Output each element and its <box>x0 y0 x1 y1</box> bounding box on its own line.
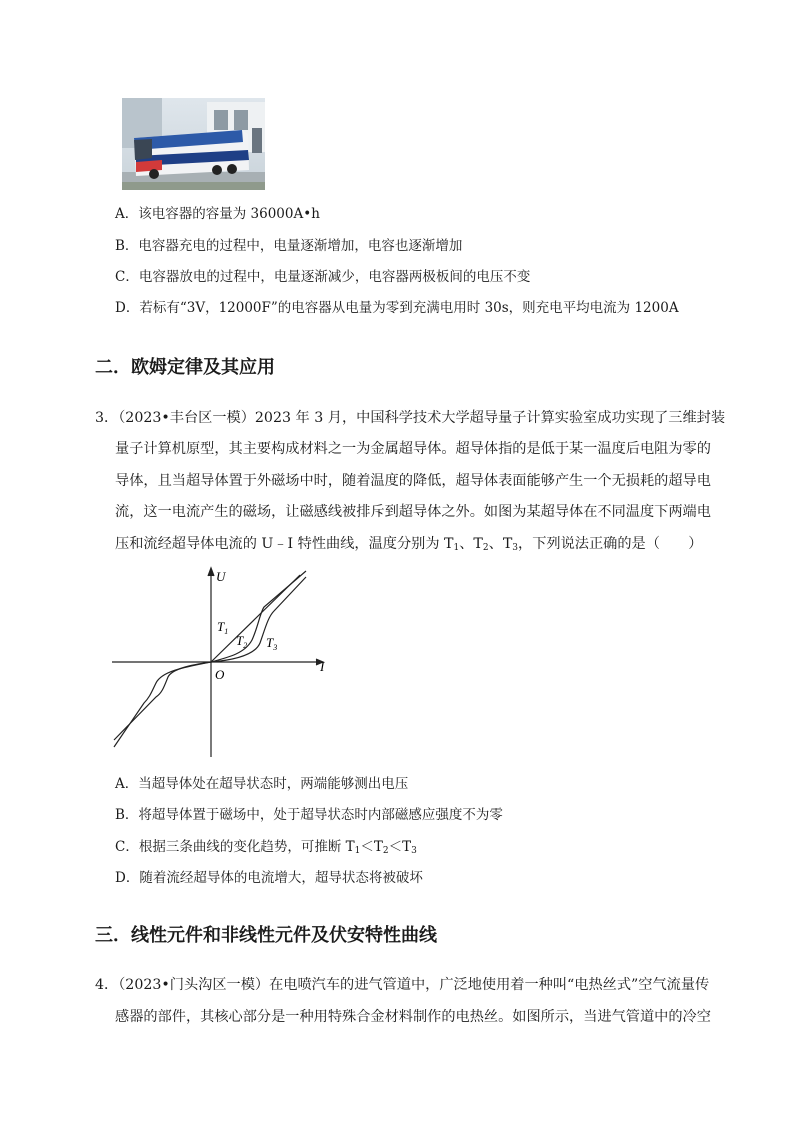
q4-stem-line-1: 4．（2023•门头沟区一模）在电喷汽车的进气管道中，广泛地使用着一种叫“电热丝式”空气流量传 <box>95 977 710 993</box>
section-heading-linear-elements: 三．线性元件和非线性元件及伏安特性曲线 <box>95 925 437 946</box>
q4-stem-line-2: 感器的部件，其核心部分是一种用特殊合金材料制作的电热丝。如图所示，当进气管道中的冷空 <box>115 1009 711 1025</box>
q3-option-b: B．将超导体置于磁场中，处于超导状态时内部磁感应强度不为零 <box>115 807 503 823</box>
q3-option-c: C．根据三条曲线的变化趋势，可推断 $T_1<T_2<T_3$ <box>115 839 417 856</box>
t2-label: $T_2$ <box>236 633 248 650</box>
q3-option-a: A．当超导体处在超导状态时，两端能够测出电压 <box>115 776 409 792</box>
t1-label: $T_1$ <box>217 619 229 636</box>
curve-lower-a <box>114 662 211 740</box>
origin-label: O <box>215 667 225 682</box>
u-axis-label: U <box>216 569 226 584</box>
q3-stem-line-4: 流，这一电流产生的磁场，让磁感线被排斥到超导体之外。如图为某超导体在不同温度下两端电 <box>115 504 711 520</box>
q3-stem-line-2: 量子计算机原型，其主要构成材料之一为金属超导体。超导体指的是低于某一温度后电阻为零的 <box>115 441 711 457</box>
q3-option-d: D．随着流经超导体的电流增大，超导状态将被破坏 <box>115 870 423 886</box>
section-heading-ohms-law: 二．欧姆定律及其应用 <box>95 357 275 378</box>
t3-label: $T_3$ <box>266 635 278 652</box>
i-axis-label: I <box>320 659 325 674</box>
bus-photo <box>122 98 265 190</box>
q3-stem-line-1: 3．（2023•丰台区一模）2023 年 3 月，中国科学技术大学超导量子计算实验室成功实现了三维封装 <box>95 410 726 426</box>
q2-option-a: A．该电容器的容量为 36000A•h <box>115 206 320 222</box>
q2-option-c: C．电容器放电的过程中，电量逐渐减少，电容器两极板间的电压不变 <box>115 269 531 285</box>
q3-stem-line-5: 压和流经超导体电流的 U﹣I 特性曲线，温度分别为 $T_1$、$T_2$、$T_3$，下列说法正确的是（ ） <box>115 536 703 553</box>
q2-option-d: D．若标有“3V，12000F”的电容器从电量为零到充满电用时 30s，则充电平均电流为 1200A <box>115 300 679 316</box>
curve-t3 <box>211 577 306 662</box>
q3-stem-line-3: 导体，且当超导体置于外磁场中时，随着温度的降低，超导体表面能够产生一个无损耗的超导电 <box>115 473 711 489</box>
ui-characteristic-figure <box>110 565 340 760</box>
curve-lower-b <box>114 662 211 747</box>
q2-option-b: B．电容器充电的过程中，电量逐渐增加，电容也逐渐增加 <box>115 238 463 254</box>
u-axis-arrow <box>208 568 214 576</box>
